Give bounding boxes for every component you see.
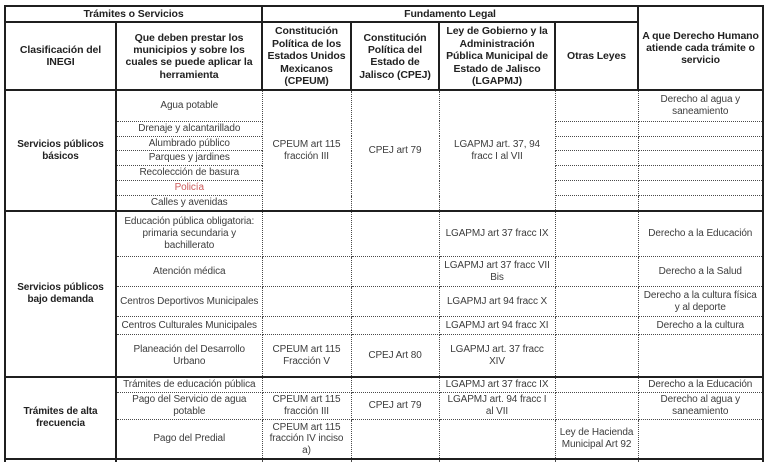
cpej-ref xyxy=(351,257,439,287)
derecho-cell xyxy=(638,136,763,151)
section-label-tramites-alta-frecuencia: Trámites de alta frecuencia xyxy=(5,377,116,460)
header-group-fundamento-legal: Fundamento Legal xyxy=(262,6,638,22)
derecho-cell xyxy=(638,121,763,136)
cpej-ref xyxy=(351,317,439,335)
otras-leyes-cell xyxy=(555,121,638,136)
cpeum-ref xyxy=(262,317,351,335)
derecho-cell: Derecho al agua y saneamiento xyxy=(638,90,763,121)
otras-leyes-cell xyxy=(555,136,638,151)
otras-leyes-cell xyxy=(555,377,638,393)
derecho-cell: Derecho a la cultura física y al deporte xyxy=(638,287,763,317)
header-group-tramites: Trámites o Servicios xyxy=(5,6,262,22)
cpej-ref xyxy=(351,287,439,317)
derecho-cell: Derecho a la cultura xyxy=(638,317,763,335)
derecho-cell: Derecho a la Educación xyxy=(638,211,763,257)
service-item: Recolección de basura xyxy=(116,166,262,181)
header-col-derecho-humano: A que Derecho Humano atiende cada trámite o servicio xyxy=(638,6,763,90)
service-item: Calles y avenidas xyxy=(116,196,262,211)
service-item: Educación pública obligatoria: primaria secundaria y bachillerato xyxy=(116,211,262,257)
lgapmj-ref xyxy=(439,419,555,459)
lgapmj-ref: LGAPMJ art 37 fracc VII Bis xyxy=(439,257,555,287)
service-item-policia: Policía xyxy=(116,181,262,196)
cpeum-ref: CPEUM art 115 fracción III xyxy=(262,90,351,210)
lgapmj-ref: LGAPMJ art 37 fracc IX xyxy=(439,377,555,393)
header-col-cpej: Constitución Política del Estado de Jalisco (CPEJ) xyxy=(351,22,439,90)
cpej-ref xyxy=(351,377,439,393)
service-item: Drenaje y alcantarillado xyxy=(116,121,262,136)
cpeum-ref xyxy=(262,377,351,393)
derecho-cell xyxy=(638,335,763,377)
cpej-ref xyxy=(351,211,439,257)
service-item: Alumbrado público xyxy=(116,136,262,151)
otras-leyes-cell xyxy=(555,90,638,121)
derecho-cell xyxy=(638,196,763,211)
otras-leyes-cell xyxy=(555,393,638,420)
derecho-cell xyxy=(638,181,763,196)
header-col-items: Que deben prestar los municipios y sobre los cuales se puede aplicar la herramienta xyxy=(116,22,262,90)
header-col-cpeum: Constitución Política de los Estados Unidos Mexicanos (CPEUM) xyxy=(262,22,351,90)
service-item: Agua potable xyxy=(116,90,262,121)
otras-leyes-cell xyxy=(555,257,638,287)
otras-leyes-cell xyxy=(555,317,638,335)
cpej-ref: CPEJ Art 80 xyxy=(351,335,439,377)
cpeum-ref xyxy=(262,257,351,287)
derecho-cell xyxy=(638,151,763,166)
derecho-cell xyxy=(638,419,763,459)
service-item: Atención médica xyxy=(116,257,262,287)
derecho-cell xyxy=(638,166,763,181)
derecho-cell: Derecho a la Educación xyxy=(638,377,763,393)
service-item: Centros Deportivos Municipales xyxy=(116,287,262,317)
otras-leyes-cell xyxy=(555,181,638,196)
lgapmj-ref: LGAPMJ art. 94 fracc I al VII xyxy=(439,393,555,420)
service-item: Pago del Predial xyxy=(116,419,262,459)
service-item: Parques y jardines xyxy=(116,151,262,166)
otras-leyes-cell xyxy=(555,335,638,377)
service-item: Pago del Servicio de agua potable xyxy=(116,393,262,420)
otras-leyes-cell xyxy=(555,166,638,181)
lgapmj-ref: LGAPMJ art 94 fracc XI xyxy=(439,317,555,335)
cpeum-ref: CPEUM art 115 fracción III xyxy=(262,393,351,420)
otras-leyes-cell xyxy=(555,287,638,317)
header-col-otras-leyes: Otras Leyes xyxy=(555,22,638,90)
header-col-lgapmj: Ley de Gobierno y la Administración Pública Municipal de Estado de Jalisco (LGAPMJ) xyxy=(439,22,555,90)
cpej-ref xyxy=(351,419,439,459)
cpeum-ref xyxy=(262,287,351,317)
lgapmj-ref: LGAPMJ art. 37, 94 fracc I al VII xyxy=(439,90,555,210)
legal-framework-table xyxy=(4,5,764,462)
lgapmj-ref: LGAPMJ art. 37 fracc XIV xyxy=(439,335,555,377)
section-label-servicios-bajo-demanda: Servicios públicos bajo demanda xyxy=(5,211,116,377)
otras-leyes-cell xyxy=(555,151,638,166)
section-label-servicios-basicos: Servicios públicos básicos xyxy=(5,90,116,210)
service-item: Trámites de educación pública xyxy=(116,377,262,393)
cpeum-ref: CPEUM art 115 Fracción V xyxy=(262,335,351,377)
lgapmj-ref: LGAPMJ art 94 fracc X xyxy=(439,287,555,317)
cpeum-ref: CPEUM art 115 fracción IV inciso a) xyxy=(262,419,351,459)
lgapmj-ref: LGAPMJ art 37 fracc IX xyxy=(439,211,555,257)
otras-leyes-cell xyxy=(555,211,638,257)
cpej-ref: CPEJ art 79 xyxy=(351,393,439,420)
otras-leyes-cell xyxy=(555,196,638,211)
derecho-cell: Derecho a la Salud xyxy=(638,257,763,287)
derecho-cell: Derecho al agua y saneamiento xyxy=(638,393,763,420)
header-col-clasificacion-inegi: Clasificación del INEGI xyxy=(5,22,116,90)
service-item: Planeación del Desarrollo Urbano xyxy=(116,335,262,377)
otras-leyes-cell: Ley de Hacienda Municipal Art 92 xyxy=(555,419,638,459)
service-item: Centros Culturales Municipales xyxy=(116,317,262,335)
cpeum-ref xyxy=(262,211,351,257)
cpej-ref: CPEJ art 79 xyxy=(351,90,439,210)
